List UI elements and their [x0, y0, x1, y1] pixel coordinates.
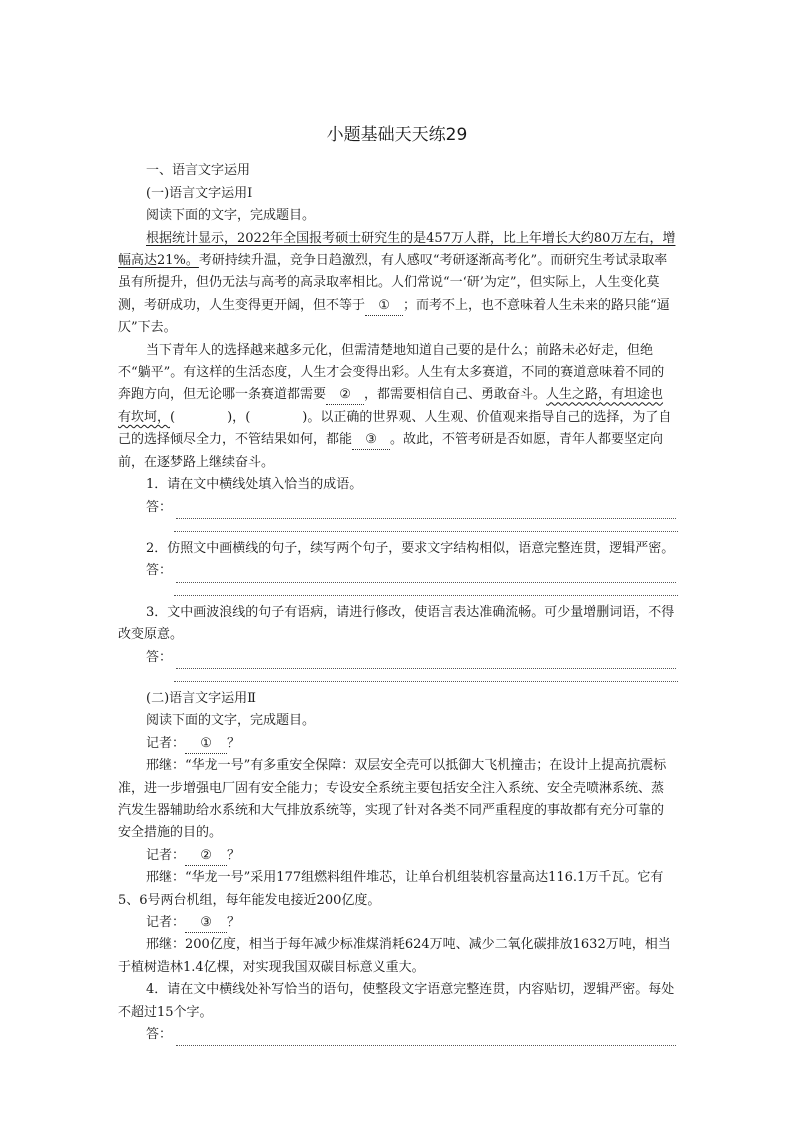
question-mark: ？ — [227, 735, 241, 751]
subsection-heading-2: (二)语言文字运用Ⅱ — [146, 690, 256, 706]
blank-3[interactable]: ③ — [185, 914, 227, 933]
answer-label: 答： — [146, 649, 173, 665]
blank-2[interactable]: ② — [326, 386, 364, 405]
answer-label: 答： — [146, 1027, 173, 1043]
answer-dotted-line-continued[interactable] — [174, 669, 678, 682]
paragraph-text: 。故此，不管考研是否如愿，青年人都要坚定向前，在逐梦路上继续奋斗。 — [118, 432, 664, 470]
question-1: 1．请在文中横线处填入恰当的成语。 — [146, 477, 363, 493]
passage-paragraph-2 — [118, 340, 676, 474]
reading-instruction-2: 阅读下面的文字，完成题目。 — [146, 713, 316, 729]
answer-dotted-line[interactable] — [176, 570, 676, 583]
blank-1[interactable]: ① — [365, 297, 403, 316]
wavy-underlined-sentence: 人生之路，有坦途也有坎坷， — [118, 387, 664, 425]
answer-line-1[interactable] — [118, 497, 676, 519]
interview-question-2 — [118, 845, 676, 867]
paragraph-text: ；而考不上，也不意味着人生未来的路只能“逼仄”下去。 — [118, 297, 670, 336]
answer-label: 答： — [146, 499, 173, 515]
reporter-label: 记者： — [146, 847, 186, 863]
paragraph-text: 当下青年人的选择越来越多元化，但需清楚地知道自己要的是什么；前路未必好走，但绝不“躺平”。有这样的生活态度，人生才会变得出彩。人生有太多赛道，不同的赛道意味着不同的奔跑方向，但无论哪一条赛道都需要 — [118, 342, 665, 403]
question-4: 4．请在文中横线处补写恰当的语句，使整段文字语意完整连贯，内容贴切，逻辑严密。每处不超过15个字。 — [118, 982, 675, 1020]
paragraph-text: ，都需要相信自己、勇敢奋斗。 — [364, 387, 547, 403]
imitation-blank-2[interactable]: ( ) — [245, 409, 308, 425]
section-heading: 一、语言文字运用 — [146, 163, 251, 179]
interview-answer-3: 邢继：200亿度，相当于每年减少标准煤消耗624万吨、减少二氧化碳排放1632万吨，相当于植树造林1.4亿棵，对实现我国双碳目标意义重大。 — [118, 937, 671, 975]
question-2: 2．仿照文中画横线的句子，续写两个句子，要求文字结构相似，语意完整连贯，逻辑严密。 — [146, 540, 675, 556]
answer-line-3[interactable] — [118, 647, 676, 669]
page-title: 小题基础天天练29 — [326, 125, 468, 145]
interview-answer-2: 邢继：“华龙一号”采用177组燃料组件堆芯，让单台机组装机容量高达116.1万千瓦。它有5、6号两台机组，每年能发电接近200亿度。 — [118, 870, 664, 908]
blank-3[interactable]: ③ — [352, 431, 390, 450]
answer-label: 答： — [146, 563, 173, 579]
answer-dotted-line[interactable] — [176, 656, 676, 669]
answer-line-4[interactable] — [118, 1024, 676, 1046]
reporter-label: 记者： — [146, 915, 186, 930]
comma: ， — [232, 409, 246, 425]
answer-dotted-line-continued[interactable] — [174, 519, 678, 532]
answer-dotted-line[interactable] — [176, 506, 676, 519]
interview-question-1 — [118, 733, 676, 755]
paragraph-text: 。以正确的世界观、人生观、价值观来指导自己的选择，为了自己的选择倾尽全力，不管结果如何，都能 — [118, 409, 672, 448]
blank-1[interactable]: ① — [185, 735, 227, 754]
reading-instruction-1: 阅读下面的文字，完成题目。 — [146, 208, 316, 224]
answer-dotted-line[interactable] — [176, 1033, 676, 1046]
question-3: 3．文中画波浪线的句子有语病，请进行修改，使语言表达准确流畅。可少量增删词语，不得改变原意。 — [118, 604, 675, 643]
reporter-label: 记者： — [146, 735, 186, 751]
question-mark: ？ — [227, 847, 241, 863]
paragraph-text: 考研持续升温，竞争日趋激烈，有人感叹“考研逐渐高考化”。而研究生考试录取率虽有所提升，但仍无法与高考的高录取率相比。人们常说“一‘研’为定”，但实际上，人生变化莫测，考研成功，人生变得更开阔，但不等于 — [118, 253, 668, 313]
document-page — [118, 124, 676, 1046]
blank-2[interactable]: ② — [185, 847, 227, 866]
passage-paragraph-1 — [118, 228, 676, 340]
subsection-heading-1: (一)语言文字运用Ⅰ — [146, 185, 253, 201]
underlined-sentence: 根据统计显示，2022年全国报考硕士研究生的是457万人群，比上年增长大约80万左右，增幅高达21%。 — [118, 230, 676, 269]
answer-dotted-line-continued[interactable] — [174, 583, 678, 596]
question-mark: ？ — [227, 915, 241, 930]
imitation-blank-1[interactable]: ( ) — [170, 409, 233, 425]
interview-question-3 — [118, 912, 676, 934]
interview-answer-1: 邢继：“华龙一号”有多重安全保障：双层安全壳可以抵御大飞机撞击；在设计上提高抗震标准，进一步增强电厂固有安全能力；专设安全系统主要包括安全注入系统、安全壳喷淋系统、蒸汽发生器辅助给水系统和大气排放系统等，实现了针对各类不同严重程度的事故都有充分可靠的安全措施的目的。 — [118, 758, 667, 841]
answer-line-2[interactable] — [118, 560, 676, 582]
